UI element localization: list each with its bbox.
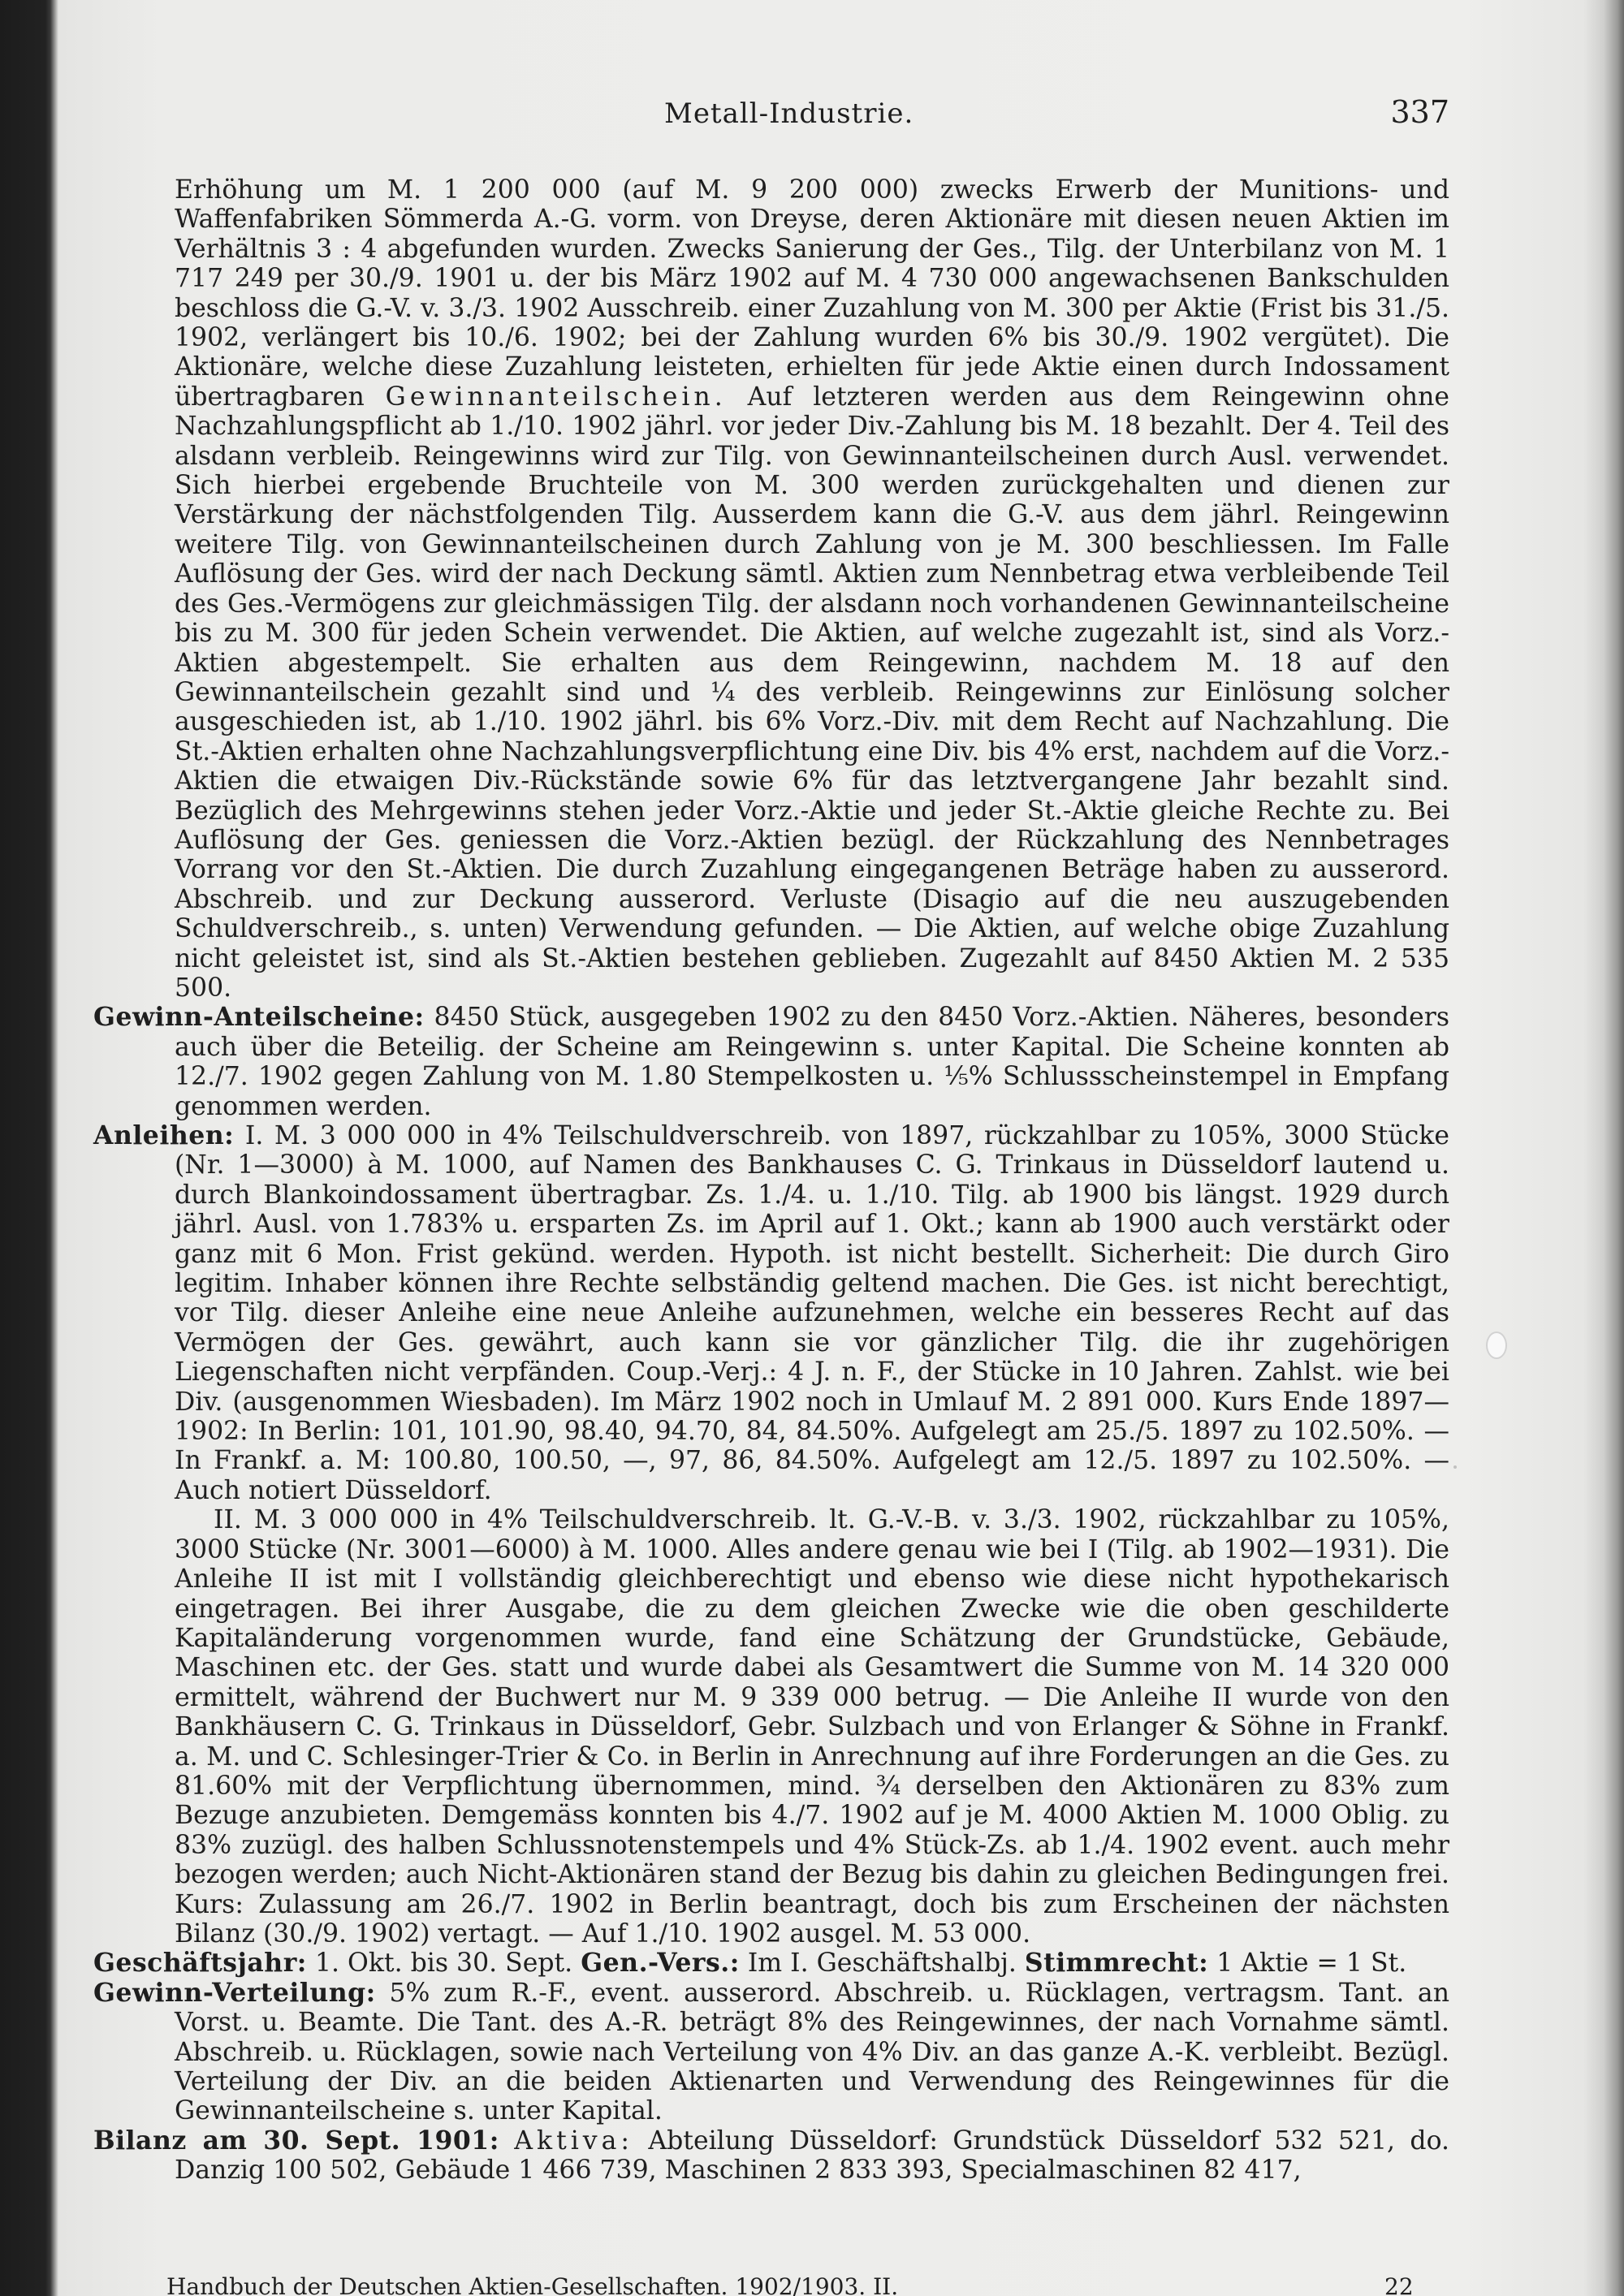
paragraph-text: Auf letzteren werden aus dem Reingewinn ohne Nachzahlungspflicht ab 1./10. 1902 jährl. vor jeder Div.-Zahlung bis M. 18 bezahlt. Der 4. Teil des alsdann verbleib. Reingewinns wird zur Tilg. von Gewinnanteilscheinen durch Ausl. verwendet. Sich hierbei ergebende Bruchteile von M. 300 werden zurückgehalten und dienen zur Verstärkung der nächstfolgenden Tilg. Ausserdem kann die G.-V. aus dem jährl. Reingewinn weitere Tilg. von Gewinnanteilscheinen durch Zahlung von je M. 300 beschliessen. Im Falle Auflösung der Ges. wird der nach Deckung sämtl. Aktien zum Nennbetrag etwa verbleibende Teil des Ges.-Vermögens zur gleichmässigen Tilg. der alsdann noch vorhandenen Gewinnanteilscheine bis zu M. 300 für jeden Schein verwendet. Die Aktien, auf welche zugezahlt ist, sind als Vorz.-Aktien abgestempelt. Sie erhalten aus dem Reingewinn, nachdem M. 18 auf den Gewinnanteilschein gezahlt sind und ¼ des verbleib. Reingewinns zur Einlösung solcher ausgeschieden ist, ab 1./10. 1902 jährl. bis 6% Vorz.-Div. mit dem Recht auf Nachzahlung. Die St.-Aktien erhalten ohne Nachzahlungsverpflichtung eine Div. bis 4% erst, nachdem auf die Vorz.-Aktien die etwaigen Div.-Rückstände sowie 6% für das letztvergangene Jahr bezahlt sind. Bezüglich des Mehrgewinns stehen jeder Vorz.-Aktie und jeder St.-Aktie gleiche Rechte zu. Bei Auflösung der Ges. geniessen die Vorz.-Aktien bezügl. der Rückzahlung des Nennbetrages Vorrang vor den St.-Aktien. Die durch Zuzahlung eingegangenen Beträge haben zu ausserord. Abschreib. und zur Deckung ausserord. Verluste (Disagio auf die neu auszugebenden Schuldverschreib., s. unten) Verwendung gefunden. — Die Aktien, auf welche obige Zuzahlung nicht geleistet ist, sind als St.-Aktien bestehen geblieben. Zugezahlt auf 8450 Aktien M. 2 535 500. — [175, 382, 1450, 1003]
paragraph-text: Abteilung Düsseldorf: Grundstück Düsseldorf 532 521, do. Danzig 100 502, Gebäude 1 466 739, Maschinen 2 833 393, Specialmaschinen 82 417, — [175, 2126, 1450, 2186]
paragraph-text: II. M. 3 000 000 in 4% Teilschuldverschreib. lt. G.-V.-B. v. 3./3. 1902, rückzahlbar zu 105%, 3000 Stücke (Nr. 3001—6000) à M. 1000. Alles andere genau wie bei I (Tilg. ab 1902—1931). Die Anleihe II ist mit I vollständig gleichberechtigt und ebenso wie diese nicht hypothekarisch eingetragen. Bei ihrer Ausgabe, die zu dem gleichen Zwecke wie die oben geschilderte Kapitaländerung vorgenommen wurde, fand eine Schätzung der Grundstücke, Gebäude, Maschinen etc. der Ges. statt und wurde dabei als Gesamtwert die Summe von M. 14 320 000 ermittelt, während der Buchwert nur M. 9 339 000 betrug. — Die Anleihe II wurde von den Bankhäusern C. G. Trinkaus in Düsseldorf, Gebr. Sulzbach und von Erlanger & Söhne in Frankf. a. M. und C. Schlesinger-Trier & Co. in Berlin in Anrechnung auf ihre Forderungen an die Ges. zu 81.60% mit der Verpflichtung übernommen, mind. ¾ derselben den Aktionären zu 83% zum Bezuge anzubieten. Demgemäss konnten bis 4./7. 1902 auf je M. 4000 Aktien M. 1000 Oblig. zu 83% zuzügl. des halben Schlussnotenstempels und 4% Stück-Zs. ab 1./4. 1902 event. auch mehr bezogen werden; auch Nicht-Aktionären stand der Bezug bis dahin zu gleichen Bedingungen frei. Kurs: Zulassung am 26./7. 1902 in Berlin beantragt, doch bis zum Erscheinen der nächsten Bilanz (30./9. 1902) vertagt. — Auf 1./10. 1902 ausgel. M. 53 000. — [175, 1505, 1449, 1949]
scan-speck — [1486, 1331, 1507, 1359]
paragraph-geschaeftsjahr — [93, 1949, 1449, 1978]
section-label: Geschäftsjahr: — [93, 1948, 307, 1979]
page-footer — [166, 2273, 1433, 2296]
page-header — [171, 94, 1449, 138]
running-head: Metall-Industrie. — [664, 97, 914, 130]
paragraph-gewinn-anteilscheine — [93, 1003, 1449, 1121]
paragraph-bilanz — [93, 2126, 1449, 2186]
signature-mark: 22 — [1384, 2273, 1414, 2296]
main-text — [93, 175, 1449, 2186]
section-label: Bilanz am 30. Sept. 1901: — [93, 2125, 499, 2156]
page-number: 337 — [1390, 94, 1449, 130]
section-label: Gewinn-Verteilung: — [93, 1977, 376, 2008]
paragraph-text: 1 Aktie = 1 St. — [1208, 1949, 1407, 1979]
paragraph-text: Erhöhung um M. 1 200 000 (auf M. 9 200 000) zwecks Erwerb der Munitions- und Waffenfabriken Sömmerda A.-G. vorm. von Dreyse, deren Aktionäre mit diesen neuen Aktien im Verhältnis 3 : 4 abgefunden wurden. Zwecks Sanierung der Ges., Tilg. der Unterbilanz von M. 1 717 249 per 30./9. 1901 u. der bis März 1902 auf M. 4 730 000 angewachsenen Bankschulden beschloss die G.-V. v. 3./3. 1902 Ausschreib. einer Zuzahlung von M. 300 per Aktie (Frist bis 31./5. 1902, verlängert bis 10./6. 1902; bei der Zahlung wurden 6% bis 30./9. 1902 vergütet). Die Aktionäre, welche diese Zuzahlung leisteten, erhielten für jede Aktie einen durch Indossament übertragbaren — [175, 175, 1449, 412]
spaced-term: Aktiva: — [514, 2126, 633, 2156]
paragraph-anleihen — [93, 1121, 1449, 1505]
footer-title: Handbuch der Deutschen Aktien-Gesellschaften. 1902/1903. II. — [166, 2273, 899, 2296]
spaced-term: Gewinnanteilschein. — [385, 382, 727, 412]
paragraph-text: 1. Okt. bis 30. Sept. — [306, 1949, 581, 1979]
paragraph-text: 8450 Stück, ausgegeben 1902 zu den 8450 Vorz.-Aktien. Näheres, besonders auch über die Beteilig. der Scheine am Reingewinn s. unter Kapital. Die Scheine konnten ab 12./7. 1902 gegen Zahlung von M. 1.80 Stempelkosten u. ⅕% Schlussscheinstempel in Empfang genommen werden. — [175, 1003, 1449, 1121]
section-label: Anleihen: — [93, 1120, 235, 1150]
paragraph-text: 5% zum R.-F., event. ausserord. Abschreib. u. Rücklagen, vertragsm. Tant. an Vorst. u. Beamte. Die Tant. des A.-R. beträgt 8% des Reingewinnes, der nach Vornahme sämtl. Abschreib. u. Rücklagen, sowie nach Verteilung von 4% Div. an das ganze A.-K. verbleibt. Bezügl. Verteilung der Div. an die beiden Aktienarten und Verwendung des Reingewinnes für die Gewinnanteilscheine s. unter Kapital. — [175, 1978, 1449, 2126]
paragraph-capital-change — [93, 175, 1449, 1003]
paragraph-text: Im I. Geschäftshalbj. — [739, 1949, 1025, 1979]
paragraph-gewinn-verteilung — [93, 1979, 1449, 2126]
section-label: Gen.-Vers.: — [581, 1948, 740, 1979]
section-label: Stimmrecht: — [1024, 1948, 1209, 1979]
paragraph-text: I. M. 3 000 000 in 4% Teilschuldverschreib. von 1897, rückzahlbar zu 105%, 3000 Stücke (Nr. 1—3000) à M. 1000, auf Namen des Bankhauses C. G. Trinkaus in Düsseldorf lautend u. durch Blankoindossament übertragbar. Zs. 1./4. u. 1./10. Tilg. ab 1900 bis längst. 1929 durch jährl. Ausl. von 1.783% u. ersparten Zs. im April auf 1. Okt.; kann ab 1900 auch verstärkt oder ganz mit 6 Mon. Frist gekünd. werden. Hypoth. ist nicht bestellt. Sicherheit: Die durch Giro legitim. Inhaber können ihre Rechte selbständig geltend machen. Die Ges. ist nicht berechtigt, vor Tilg. dieser Anleihe eine neue Anleihe aufzunehmen, welche ein besseres Recht auf das Vermögen der Ges. gewährt, auch kann sie vor gänzlicher Tilg. die ihr zugehörigen Liegenschaften nicht verpfänden. Coup.-Verj.: 4 J. n. F., der Stücke in 10 Jahren. Zahlst. wie bei Div. (ausgenommen Wiesbaden). Im März 1902 noch in Umlauf M. 2 891 000. Kurs Ende 1897—1902: In Berlin: 101, 101.90, 98.40, 94.70, 84, 84.50%. Aufgelegt am 25./5. 1897 zu 102.50%. — In Frankf. a. M: 100.80, 100.50, —, 97, 86, 84.50%. Aufgelegt am 12./5. 1897 zu 102.50%. — Auch notiert Düsseldorf. — [175, 1121, 1449, 1505]
section-label: Gewinn-Anteilscheine: — [93, 1002, 425, 1033]
scan-speck — [1453, 1465, 1457, 1469]
paragraph-anleihe-ii — [93, 1505, 1449, 1949]
